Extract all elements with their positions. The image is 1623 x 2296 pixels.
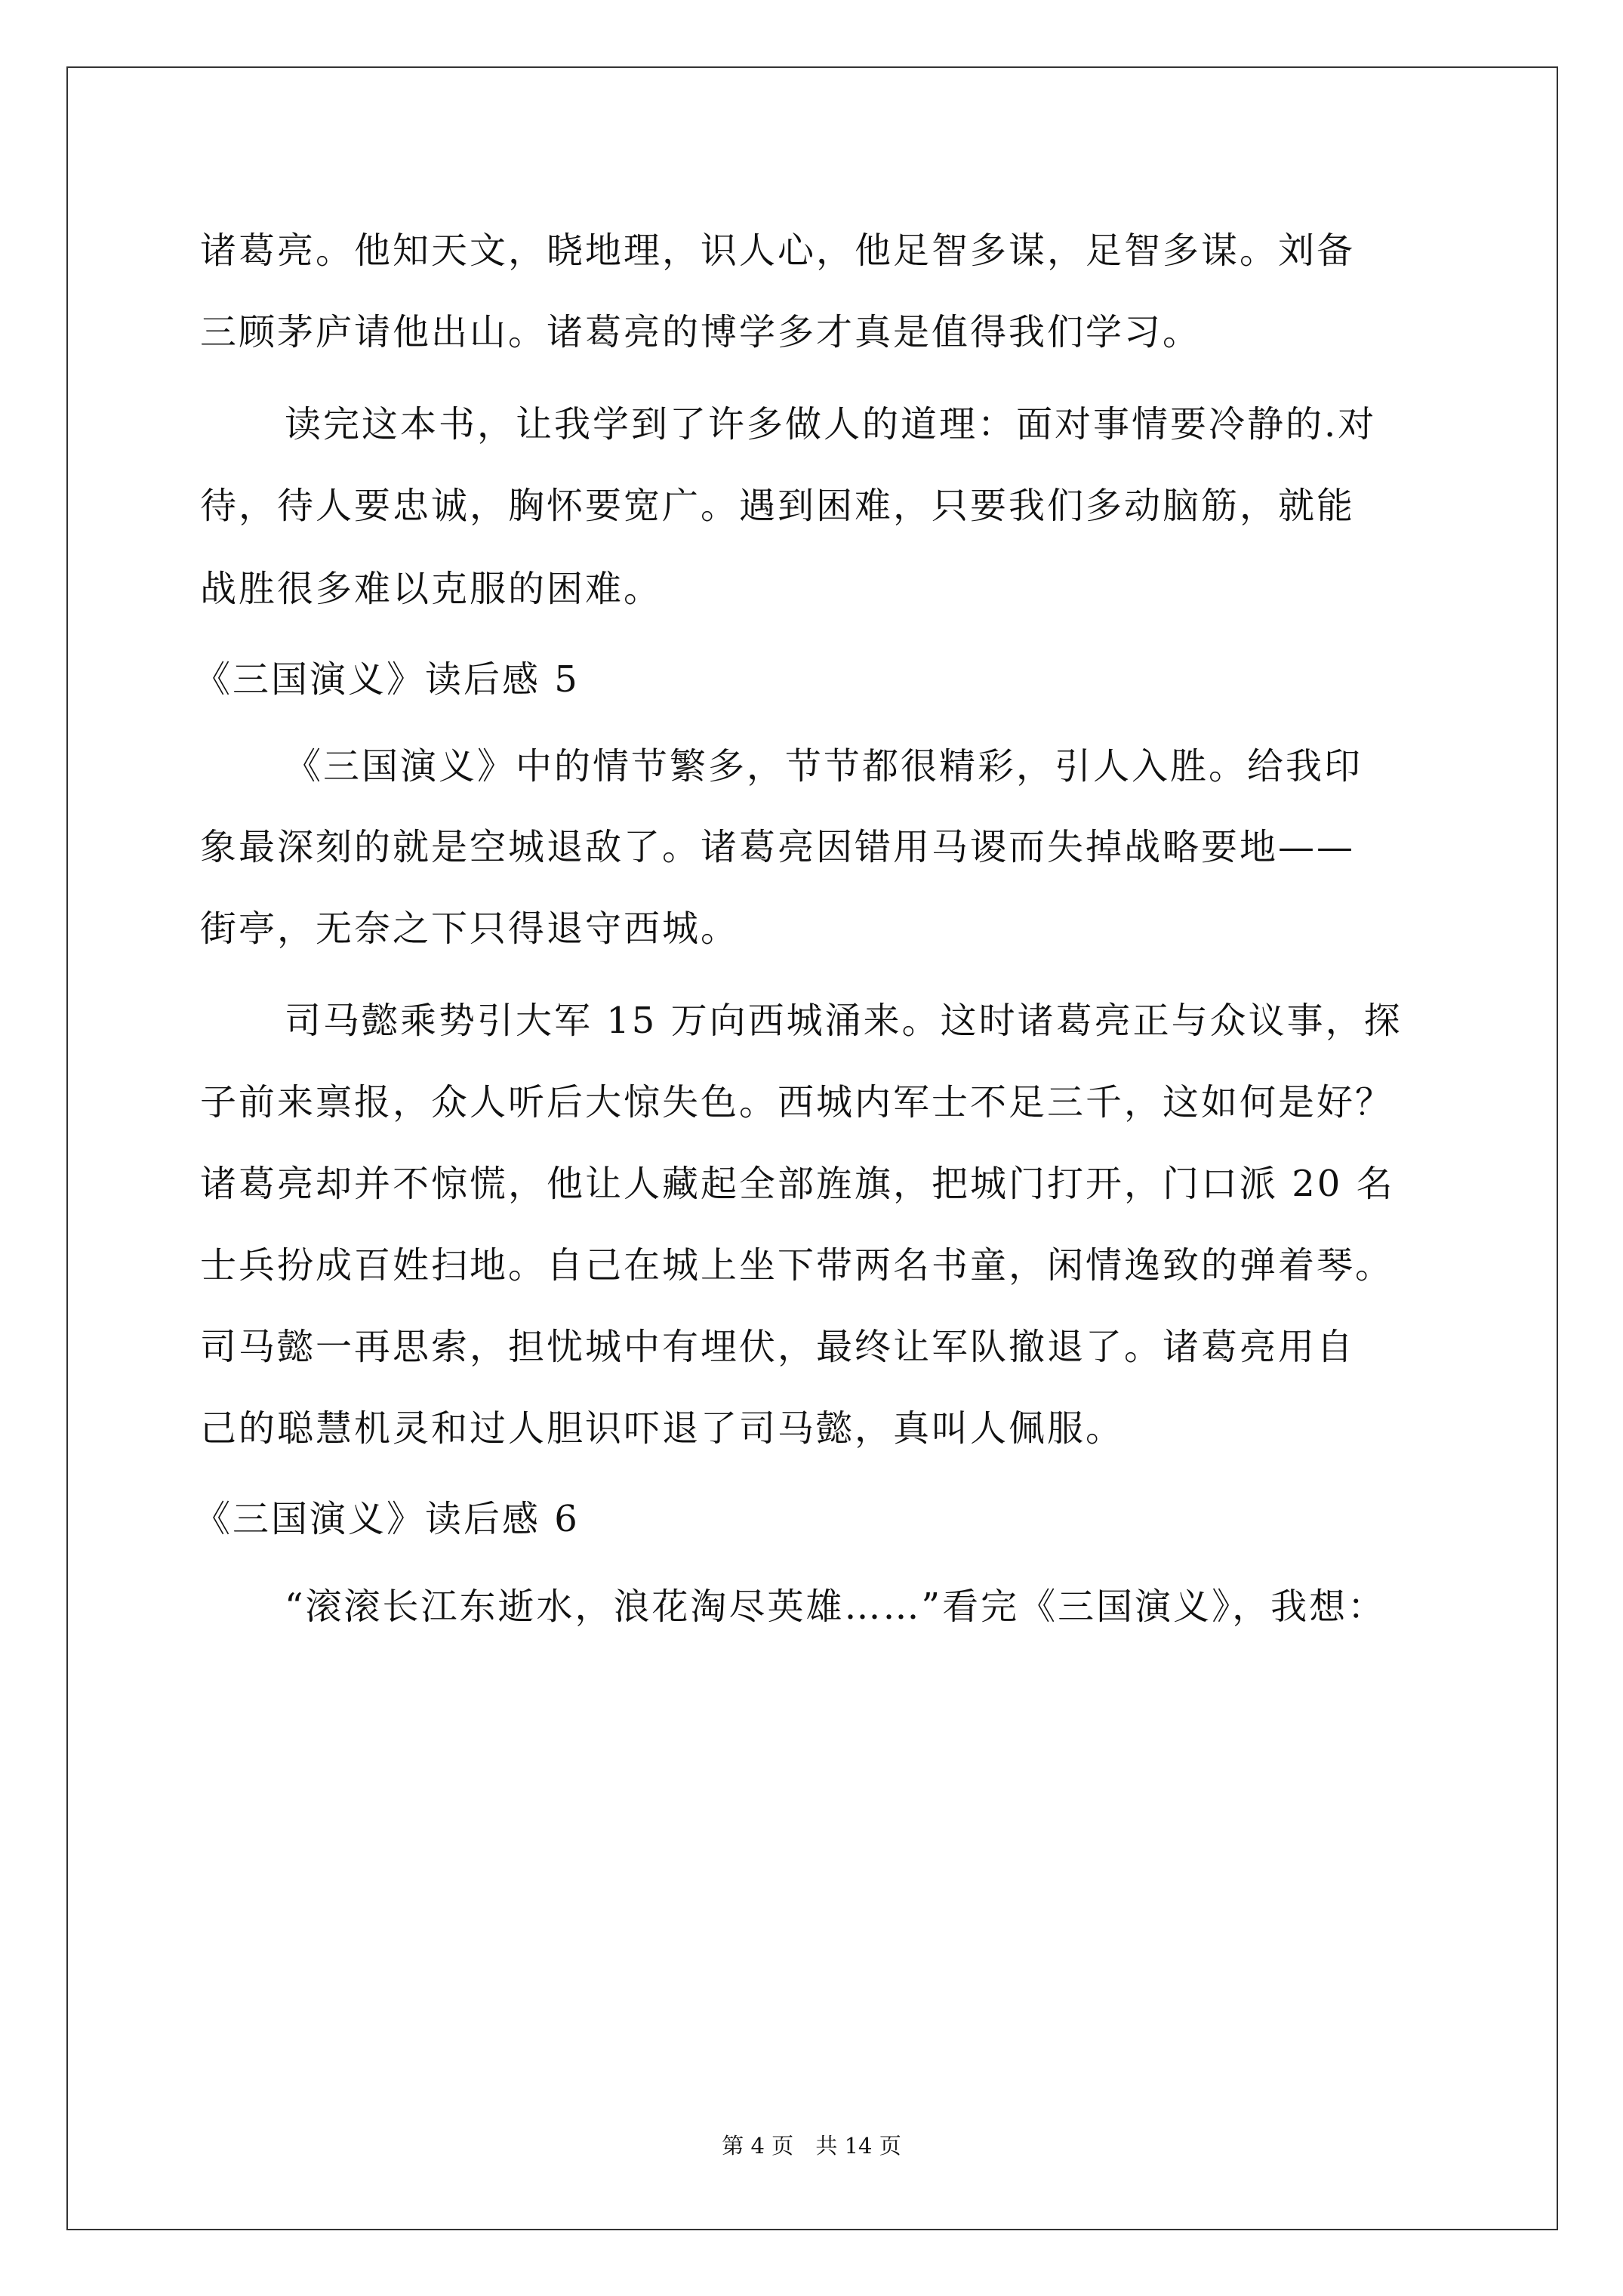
text-line-4: 待，待人要忠诚，胸怀要宽广。遇到困难，只要我们多动脑筋，就能	[200, 485, 1356, 527]
text-line-11: 子前来禀报，众人听后大惊失色。西城内军士不足三千，这如何是好？	[200, 1081, 1394, 1123]
page-total: 共 14 页	[815, 2133, 901, 2159]
text-line-13: 士兵扮成百姓扫地。自己在城上坐下带两名书童，闲情逸致的弹着琴。	[200, 1244, 1394, 1287]
text-line-9: 街亭，无奈之下只得退守西城。	[200, 908, 740, 950]
text-line-14: 司马懿一再思索，担忧城中有埋伏，最终让军队撤退了。诸葛亮用自	[200, 1326, 1356, 1368]
page-border	[66, 66, 1558, 2230]
section-heading-5: 《三国演义》读后感 5	[194, 658, 580, 701]
text-line-2: 三顾茅庐请他出山。诸葛亮的博学多才真是值得我们学习。	[200, 311, 1202, 353]
text-line-8: 象最深刻的就是空城退敌了。诸葛亮因错用马谡而失掉战略要地——	[200, 826, 1356, 868]
section-heading-6: 《三国演义》读后感 6	[194, 1498, 580, 1540]
text-line-15: 己的聪慧机灵和过人胆识吓退了司马懿，真叫人佩服。	[200, 1407, 1125, 1450]
text-line-17: “滚滚长江东逝水，浪花淘尽英雄……”看完《三国演义》，我想：	[285, 1586, 1387, 1628]
page-footer	[0, 2131, 1623, 2161]
text-line-1: 诸葛亮。他知天文，晓地理，识人心，他足智多谋，足智多谋。刘备	[200, 230, 1356, 272]
text-line-10: 司马懿乘势引大军 15 万向西城涌来。这时诸葛亮正与众议事，探	[285, 1000, 1403, 1042]
text-line-3: 读完这本书，让我学到了许多做人的道理：面对事情要冷静的.对	[285, 403, 1377, 445]
text-line-7: 《三国演义》中的情节繁多，节节都很精彩，引人入胜。给我印	[285, 745, 1363, 787]
page-current: 第 4 页	[722, 2133, 794, 2159]
text-line-12: 诸葛亮却并不惊慌，他让人藏起全部旌旗，把城门打开，门口派 20 名	[200, 1163, 1395, 1205]
text-line-5: 战胜很多难以克服的困难。	[200, 568, 663, 610]
